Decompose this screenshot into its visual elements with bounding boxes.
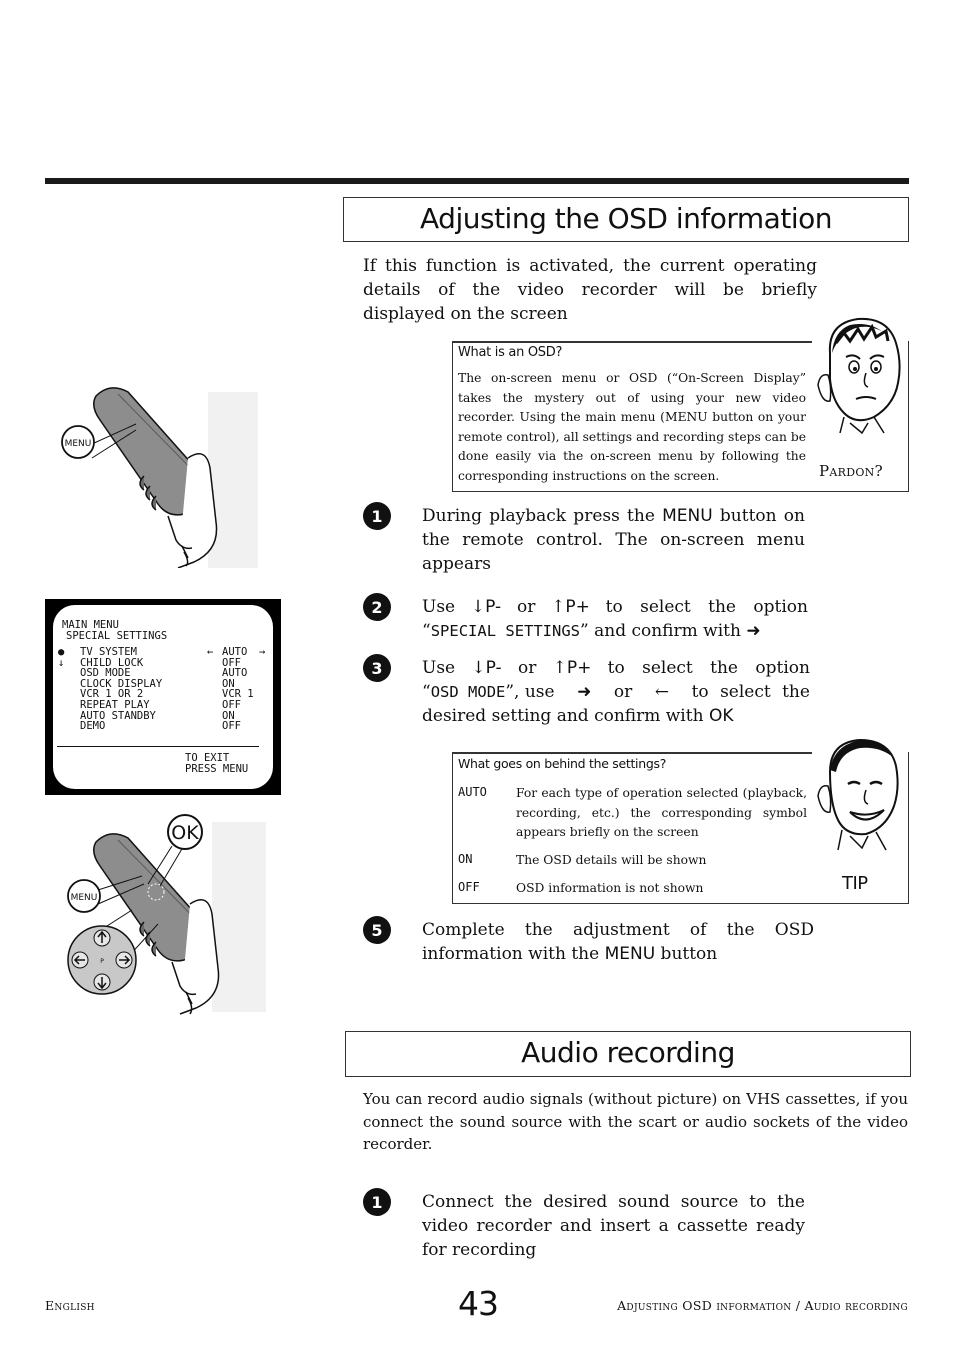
tip-text-on: The OSD details will be shown bbox=[516, 853, 707, 867]
audio-intro: You can record audio signals (without picture) on VHS cassettes, if you connect the sound source with the scart or audio sockets of the video recorder. bbox=[363, 1090, 908, 1153]
footer-language: English bbox=[45, 1298, 95, 1313]
menu-label: MENU bbox=[64, 439, 92, 449]
left-arrow-icon: ← bbox=[654, 682, 670, 702]
osd-value: OFF bbox=[222, 656, 241, 669]
osd-value: OFF bbox=[222, 698, 241, 711]
p-label: P bbox=[100, 958, 104, 965]
step-2-text: Use ↓P- or ↑P+ to select the option “SPECIAL SETTINGS” and confirm with ➜ bbox=[422, 597, 808, 641]
pardon-label: Pardon? bbox=[819, 462, 883, 480]
remote-illustration-ok bbox=[62, 812, 266, 1016]
osd-item: VCR 1 OR 2 bbox=[80, 688, 144, 701]
osd-item: CHILD LOCK bbox=[80, 656, 144, 669]
osd-value: OFF bbox=[222, 720, 241, 733]
osd-left-arrow-icon: ← bbox=[207, 646, 214, 658]
osd-item: OSD MODE bbox=[80, 667, 131, 680]
tip-face-illustration bbox=[810, 732, 908, 852]
osd-item: TV SYSTEM bbox=[80, 646, 137, 658]
osd-value: AUTO bbox=[222, 646, 248, 658]
osd-screen-display bbox=[53, 605, 273, 789]
right-arrow-icon: ➜ bbox=[746, 621, 761, 641]
step-number-1: 1 bbox=[363, 502, 391, 530]
top-rule bbox=[45, 178, 909, 184]
ok-label: OK bbox=[171, 822, 199, 844]
step-number-3: 3 bbox=[363, 654, 391, 682]
section-title-audio-text: Audio recording bbox=[521, 1036, 735, 1069]
menu-key: MENU bbox=[662, 506, 713, 526]
osd-dot-icon: ● bbox=[58, 646, 65, 658]
osd-item: CLOCK DISPLAY bbox=[80, 677, 163, 690]
footer-chapter: Adjusting OSD information / Audio recording bbox=[617, 1298, 908, 1313]
osd-divider bbox=[57, 746, 259, 747]
audio-step-number-1: 1 bbox=[363, 1188, 391, 1216]
down-arrow-icon: ↓ bbox=[470, 597, 486, 617]
remote-illustration-menu bbox=[58, 372, 258, 568]
step-number-5: 5 bbox=[363, 916, 391, 944]
step-1-text: During playback press the MENU button on the remote control. The on-screen menu appears bbox=[422, 506, 805, 574]
osd-item: REPEAT PLAY bbox=[80, 698, 150, 711]
tip-key-auto: AUTO bbox=[458, 785, 487, 799]
tip-key-on: ON bbox=[458, 852, 473, 866]
osd-down-icon: ↓ bbox=[58, 657, 65, 669]
right-arrow-icon: ➜ bbox=[577, 682, 592, 702]
down-arrow-icon: ↓ bbox=[471, 658, 486, 678]
osd-intro: If this function is activated, the current operating details of the video recorder will be briefly displayed on the screen bbox=[363, 256, 817, 324]
pardon-heading: What is an OSD? bbox=[458, 345, 563, 360]
pardon-text: The on-screen menu or OSD (“On-Screen Display” takes the mystery out of using your new video recorder. Using the main menu (MENU button on your remote control), all settings and recording steps can be done easily via the on-screen menu by following the corresponding instructions on the screen. bbox=[458, 371, 806, 483]
section-title-osd bbox=[343, 197, 909, 242]
osd-right-arrow-icon: → bbox=[259, 646, 266, 658]
audio-step-1-text: Connect the desired sound source to the video recorder and insert a cassette ready for recording bbox=[422, 1192, 805, 1260]
osd-item: DEMO bbox=[80, 720, 106, 733]
tip-text-auto: For each type of operation selected (playback, recording, etc.) the corresponding symbol appears briefly on the screen bbox=[516, 786, 807, 839]
osd-value: ON bbox=[222, 709, 235, 722]
step-5-text: Complete the adjustment of the OSD information with the MENU button bbox=[422, 920, 814, 964]
osd-value: VCR 1 bbox=[222, 688, 254, 701]
osd-value: AUTO bbox=[222, 667, 248, 680]
tip-key-off: OFF bbox=[458, 880, 480, 894]
tip-label: TIP bbox=[842, 873, 868, 894]
osd-line-2: SPECIAL SETTINGS bbox=[66, 630, 168, 642]
up-arrow-icon: ↑ bbox=[551, 597, 566, 617]
tip-heading: What goes on behind the settings? bbox=[458, 756, 667, 771]
menu-label: MENU bbox=[70, 893, 98, 903]
page-number: 43 bbox=[458, 1284, 498, 1323]
section-title-audio bbox=[345, 1031, 911, 1077]
ok-key: OK bbox=[708, 706, 734, 726]
osd-screen bbox=[45, 599, 281, 795]
tip-text-off: OSD information is not shown bbox=[516, 881, 704, 895]
osd-line-1: MAIN MENU bbox=[62, 619, 119, 631]
option-osd-mode: OSD MODE bbox=[430, 683, 506, 701]
osd-exit-2: PRESS MENU bbox=[185, 763, 249, 775]
tip-box bbox=[452, 752, 909, 904]
menu-key: MENU bbox=[604, 944, 656, 964]
step-number-2: 2 bbox=[363, 593, 391, 621]
pardon-box bbox=[452, 341, 909, 492]
osd-value: ON bbox=[222, 677, 235, 690]
osd-exit-1: TO EXIT bbox=[185, 752, 230, 764]
section-title-osd-text: Adjusting the OSD information bbox=[420, 202, 832, 235]
osd-item: AUTO STANDBY bbox=[80, 709, 156, 722]
up-arrow-icon: ↑ bbox=[552, 658, 567, 678]
step-3-text: Use ↓P- or ↑P+ to select the option “OSD MODE”, use ➜ or ← to select the desired setting and confirm with OK bbox=[422, 658, 810, 726]
pardon-face-illustration bbox=[810, 313, 908, 435]
option-special-settings: SPECIAL SETTINGS bbox=[430, 622, 581, 640]
